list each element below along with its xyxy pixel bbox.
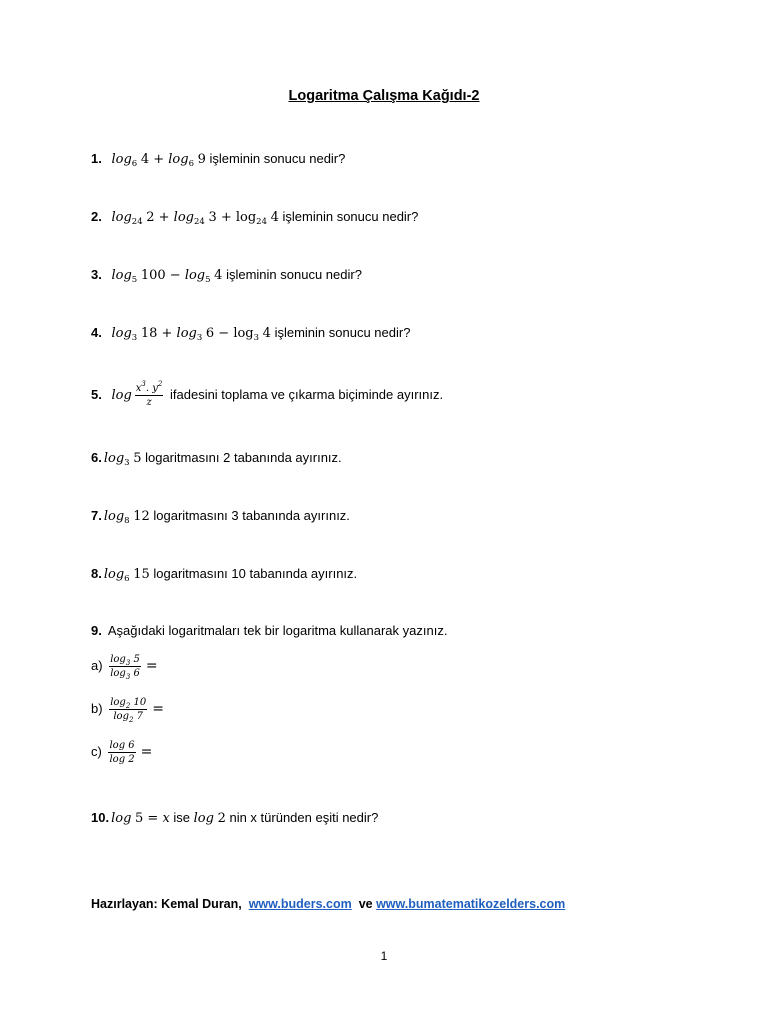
question-number: 7. (91, 508, 102, 523)
question-text: işleminin sonucu nedir? (270, 325, 411, 340)
fraction: $\frac{\log_3 5}{\log_3 6}$ (110, 654, 140, 682)
question-3 (91, 267, 362, 284)
math-expression: $\log_{24} 2 + \log_{24} 3 + \log_{24} 4$ (111, 210, 279, 227)
question-text: ifadesini toplama ve çıkarma biçiminde ayırınız. (170, 387, 444, 402)
fraction: $\frac{\log 6}{\log 2}$ (109, 740, 135, 766)
question-10 (91, 810, 378, 827)
question-text: işleminin sonucu nedir? (222, 267, 362, 282)
math-expression: log 2 (193, 811, 226, 826)
math-expression: $\log_6 15$ (103, 567, 150, 584)
question-5 (91, 381, 443, 410)
bumatematik-link[interactable]: www.bumatematikozelders.com (376, 897, 566, 911)
buders-link[interactable]: www.buders.com (248, 897, 352, 911)
question-8 (91, 566, 357, 583)
question-text: logaritmasını 10 tabanında ayırınız. (149, 566, 358, 581)
question-number: 8. (91, 566, 102, 581)
math-expression: $\log_6 4 + \log_6 9$ (111, 152, 206, 169)
author-label: Hazırlayan: Kemal Duran, (91, 897, 242, 911)
question-number: 10. (91, 810, 110, 825)
connector-text: ve (358, 897, 373, 911)
question-text: logaritmasını 2 tabanında ayırınız. (141, 450, 342, 465)
question-1 (91, 151, 345, 168)
question-text: ise (169, 810, 194, 825)
question-9-part-a: a) $\frac{\log_3 5}{\log_3 6}$ = (91, 654, 158, 682)
question-text: logaritmasını 3 tabanında ayırınız. (149, 508, 350, 523)
question-2 (91, 209, 418, 226)
question-text: işleminin sonucu nedir? (278, 209, 419, 224)
math-expression: log 5 = x (111, 811, 170, 826)
page-title: Logaritma Çalışma Kağıdı-2 (288, 88, 480, 104)
question-7 (91, 508, 350, 525)
question-number: 4. (91, 325, 102, 340)
question-number: 1. (91, 151, 102, 166)
question-9-part-b: b) $\frac{\log_2 10}{\log_2 7}$ = (91, 697, 164, 725)
question-9 (91, 623, 447, 639)
question-number: 3. (91, 267, 102, 282)
math-expression: $\log_3 18 + \log_3 6 - \log_3 4$ (111, 326, 271, 343)
footer (91, 897, 565, 911)
page-number: 1 (380, 949, 388, 963)
question-number: 9. (91, 623, 102, 638)
question-text: nin x türünden eşiti nedir? (225, 810, 379, 825)
question-text: Aşağıdaki logaritmaları tek bir logaritma kullanarak yazınız. (107, 623, 448, 638)
question-4 (91, 325, 410, 342)
math-expression: $\log_5 100 - \log_5 4$ (111, 268, 223, 285)
part-label: c) (91, 744, 102, 759)
question-number: 2. (91, 209, 102, 224)
math-expression: $\log_3 5$ (103, 451, 142, 468)
part-label: a) (91, 658, 103, 673)
question-number: 5. (91, 387, 102, 402)
question-9-part-c: c) $\frac{\log 6}{\log 2}$ = (91, 740, 153, 766)
fraction: $\frac{\log_2 10}{\log_2 7}$ (110, 697, 147, 725)
question-6 (91, 450, 342, 467)
question-number: 6. (91, 450, 102, 465)
part-label: b) (91, 701, 103, 716)
math-expression: log $\frac{x^3. y^2}{z}$ (111, 380, 163, 409)
math-expression: $\log_8 12$ (103, 509, 150, 526)
question-text: işleminin sonucu nedir? (205, 151, 346, 166)
